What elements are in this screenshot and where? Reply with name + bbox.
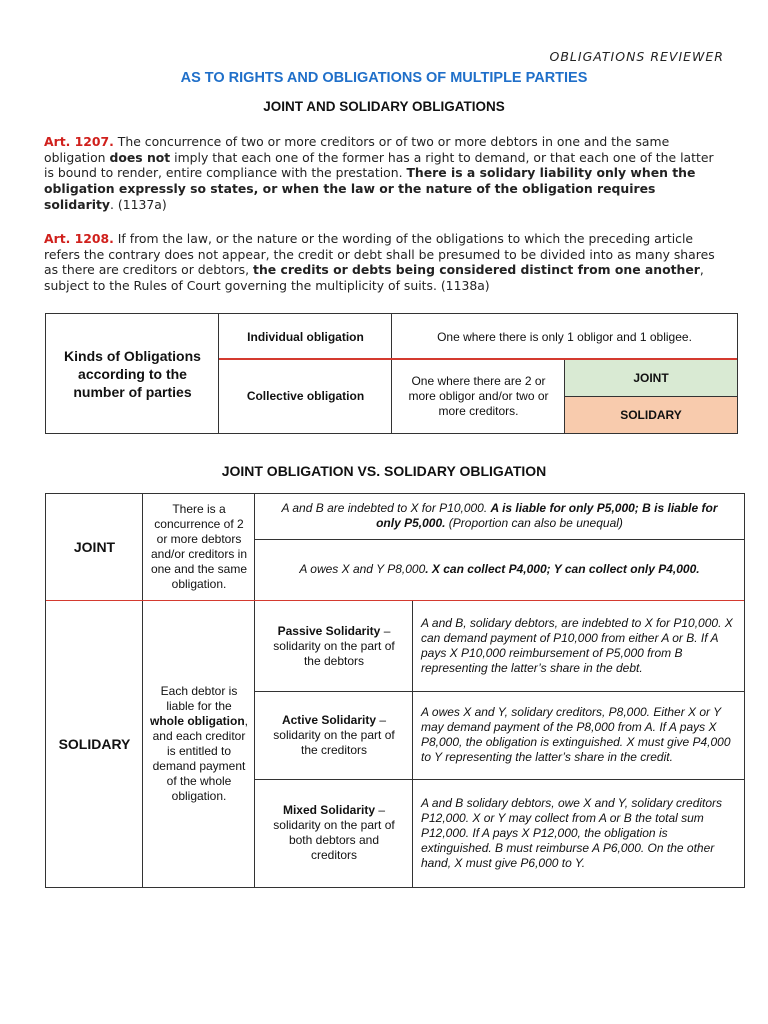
joint-example-2: [255, 539, 744, 600]
reviewer-header-note: OBLIGATIONS REVIEWER: [549, 49, 724, 64]
joint-cell: JOINT: [565, 359, 737, 397]
row-title: Active Solidarity: [281, 712, 376, 727]
passive-example: A and B, solidary debtors, are indebted to X for P10,000. X can demand payment of P10,000 from either A or B. If A pays X P10,000 reimbursement of P5,000 from B representing the latter’s share in the debt.: [421, 616, 733, 675]
row-title: Mixed Solidarity: [282, 803, 375, 817]
example-text: A and B are indebted to X for P10,000.: [281, 501, 491, 515]
solidary-cell: SOLIDARY: [565, 397, 737, 433]
kinds-table: [45, 313, 738, 434]
article-text: imply that each one of the former has a right to demand, or that each one of the latter is bound to render, entire compliance with the prestation.: [44, 149, 714, 181]
individual-label: Individual obligation: [247, 329, 364, 344]
desc-bold: whole obligation: [149, 714, 245, 728]
desc-text: Each debtor is liable for the: [160, 684, 238, 713]
example-text: (Proportion can also be unequal): [445, 516, 623, 530]
active-solidarity: [255, 691, 413, 779]
desc-text: , and each creditor is entitled to demand payment of the whole obligation.: [152, 714, 248, 803]
solidary-desc: [143, 601, 255, 887]
article-text: . (1137a): [109, 196, 167, 212]
active-example: A owes X and Y, solidary creditors, P8,000. Either X or Y may demand payment of the P8,000 from A. If A pays X P8,000, the obligation is extinguished. X must give P4,000 to Y representing the latter’s share in the credit.: [421, 705, 731, 764]
example-bold: . X can collect P4,000; Y can collect only P4,000.: [425, 562, 700, 576]
row-desc: – solidarity on the part of the debtors: [273, 623, 395, 668]
example-bold: A is liable for only P5,000; B is liable for only P5,000.: [376, 501, 718, 530]
mixed-solidarity: [255, 779, 413, 887]
joint-label: JOINT: [73, 538, 116, 555]
article-label: Art. 1207.: [44, 134, 114, 149]
mixed-example: A and B solidary debtors, owe X and Y, solidary creditors P12,000. X or Y may collect from A or B the total sum P12,000. If A pays X P12,000, the obligation is extinguished. B must reimburse A P6,000. On the other hand, X must give P6,000 to Y.: [421, 795, 723, 870]
article-1207: [44, 134, 726, 213]
article-text: If from the law, or the nature or the wording of the obligations to which the preceding article refers the contrary does not appear, the credit or debt shall be presumed to be divided into as many shares as there are creditors or debtors,: [44, 231, 715, 278]
row-title: Passive Solidarity: [277, 623, 381, 638]
page-subtitle: JOINT AND SOLIDARY OBLIGATIONS: [263, 99, 505, 114]
page-title: AS TO RIGHTS AND OBLIGATIONS OF MULTIPLE PARTIES: [180, 70, 588, 86]
comparison-table: [45, 493, 745, 888]
row-desc: – solidarity on the part of the creditors: [273, 712, 395, 757]
article-text: , subject to the Rules of Court governing the multiplicity of suits. (1138a): [44, 262, 704, 294]
passive-solidarity: [255, 601, 413, 691]
individual-desc: One where there is only 1 obligor and 1 obligee.: [437, 329, 692, 344]
article-bold: does not: [109, 149, 171, 165]
solidary-label: SOLIDARY: [58, 735, 131, 752]
kinds-heading: Kinds of Obligations according to the number of parties: [64, 347, 201, 400]
article-bold: There is a solidary liability only when the obligation expressly so states, or when the law or the nature of the obligation requires solidarity: [44, 165, 696, 212]
collective-desc: One where there are 2 or more obligor and/or two or more creditors.: [408, 373, 549, 418]
article-bold: the credits or debts being considered distinct from one another: [253, 262, 700, 278]
row-desc: – solidarity on the part of both debtors and creditors: [273, 803, 395, 862]
example-text: A owes X and Y P8,000: [299, 562, 426, 576]
article-label: Art. 1208.: [44, 231, 114, 246]
article-text: The concurrence of two or more creditors or of two or more debtors in one and the same obligation: [44, 134, 670, 165]
comparison-title: JOINT OBLIGATION VS. SOLIDARY OBLIGATION: [221, 463, 547, 479]
article-1208: [44, 231, 726, 294]
joint-desc: There is a concurrence of 2 or more debtors and/or creditors in one and the same obligation.: [150, 502, 248, 591]
joint-example-1: [255, 494, 744, 539]
collective-label: Collective obligation: [246, 389, 365, 403]
